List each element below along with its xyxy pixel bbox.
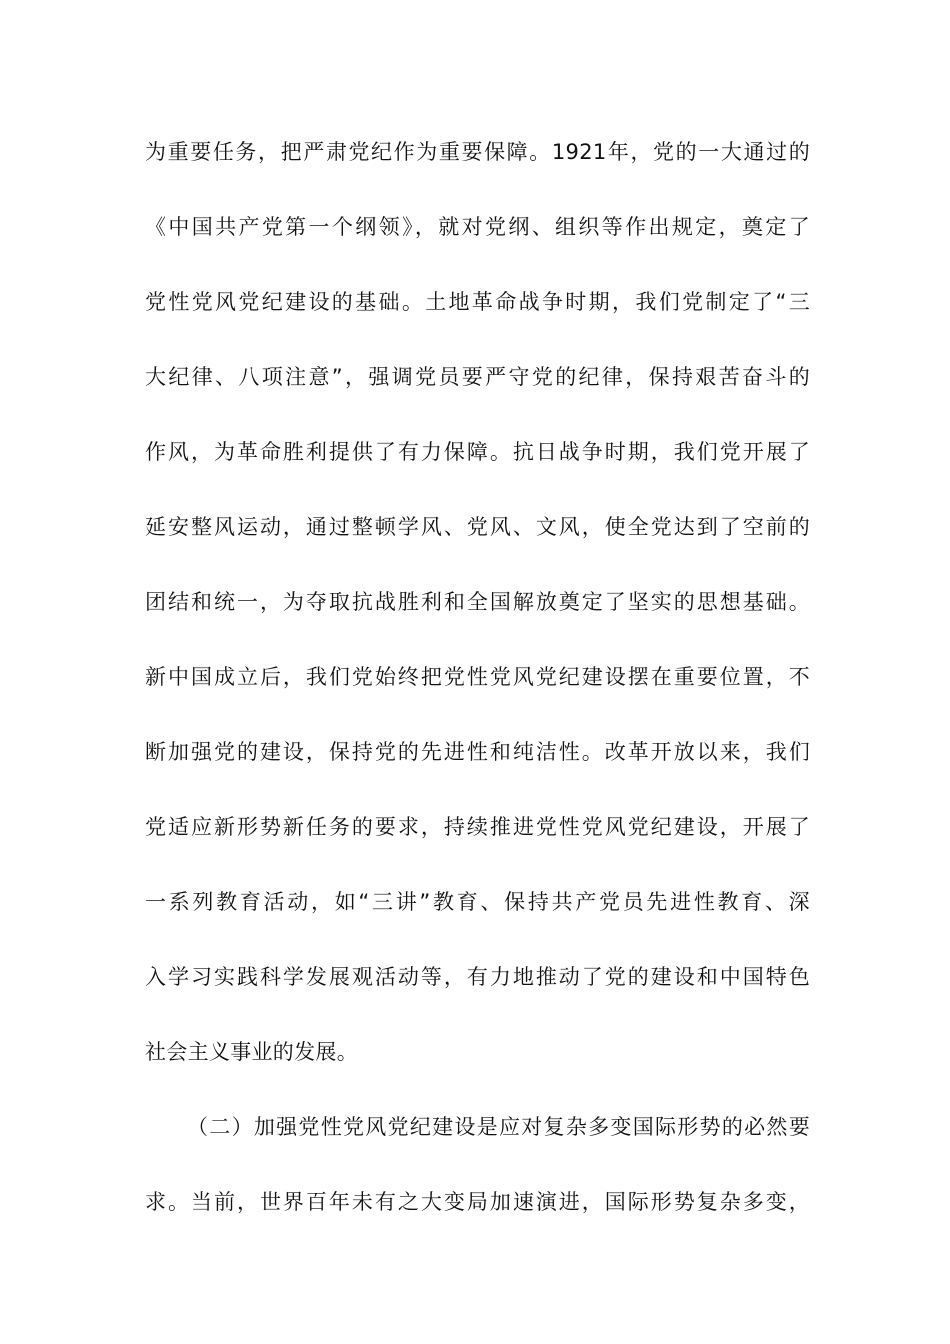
text-line: 社会主义事业的发展。 [145,1040,358,1064]
text-line: 一系列教育活动，如“三讲”教育、保持共产党员先进性教育、深 [145,890,810,914]
section-heading-line: （二）加强党性党风党纪建设是应对复杂多变国际形势的必然要 [187,1115,810,1139]
text-line: 作风，为革命胜利提供了有力保障。抗日战争时期，我们党开展了 [145,440,810,464]
text-line: 断加强党的建设，保持党的先进性和纯洁性。改革开放以来，我们 [145,740,810,764]
text-line: 党性党风党纪建设的基础。土地革命战争时期，我们党制定了“三 [145,290,810,314]
text-line: 求。当前，世界百年未有之大变局加速演进，国际形势复杂多变， [145,1190,810,1214]
text-line: 党适应新形势新任务的要求，持续推进党性党风党纪建设，开展了 [145,815,810,839]
text-line: 大纪律、八项注意”，强调党员要严守党的纪律，保持艰苦奋斗的 [145,365,810,389]
paragraph-history [145,115,810,1090]
text-line: 入学习实践科学发展观活动等，有力地推动了党的建设和中国特色 [145,965,810,989]
paragraph-section-two [145,1090,810,1240]
text-line: 新中国成立后，我们党始终把党性党风党纪建设摆在重要位置，不 [145,665,810,689]
text-line: 《中国共产党第一个纲领》，就对党纲、组织等作出规定，奠定了 [145,215,810,239]
text-line: 为重要任务，把严肃党纪作为重要保障。1921年，党的一大通过的 [145,140,810,164]
text-line: 延安整风运动，通过整顿学风、党风、文风，使全党达到了空前的 [145,515,810,539]
text-line: 团结和统一，为夺取抗战胜利和全国解放奠定了坚实的思想基础。 [145,590,810,614]
document-body [145,115,810,1240]
